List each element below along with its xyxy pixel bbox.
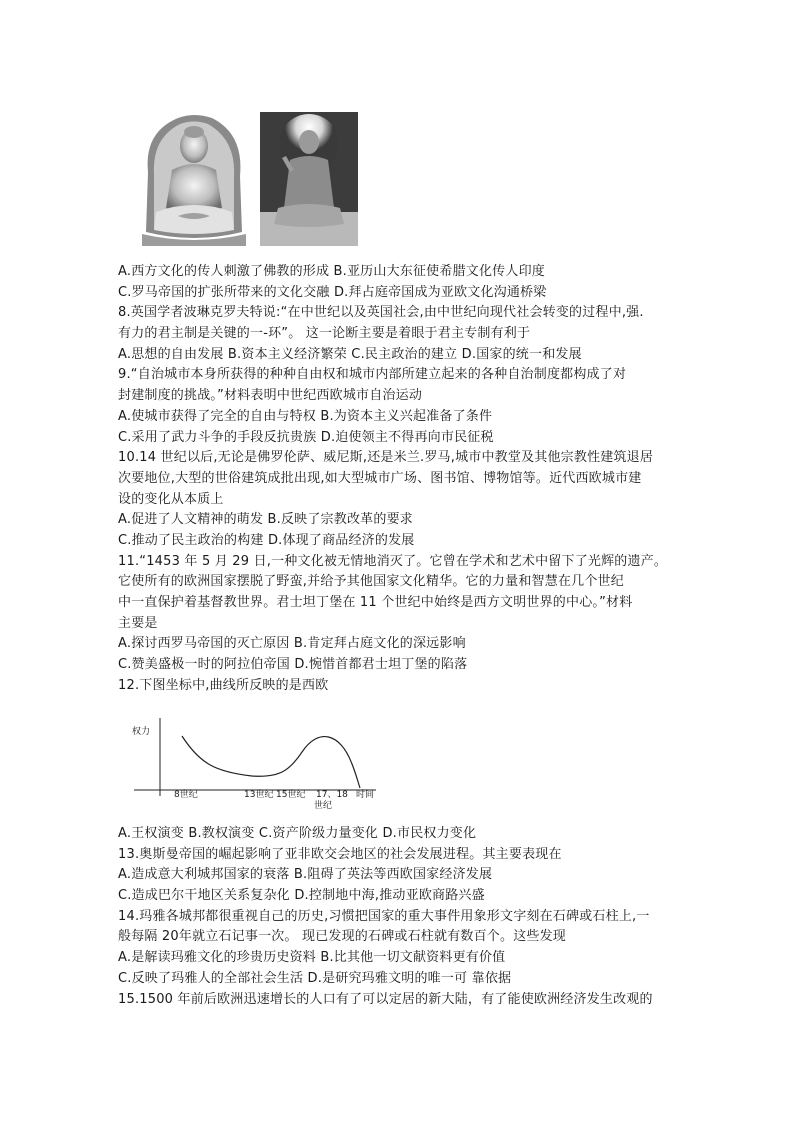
question-13-options: A.造成意大利城邦国家的衰落 B.阻碍了英法等西欧国家经济发展 [118, 867, 493, 883]
y-axis-label: 权力 [132, 727, 151, 737]
tick-8th-century: 8世纪 [174, 790, 198, 800]
question-13-options: C.造成巴尔干地区关系复杂化 D.控制地中海,推动亚欧商路兴盛 [118, 888, 485, 904]
option-line: A.西方文化的传人刺激了佛教的形成 B.亚历山大东征使希腊文化传人印度 [118, 264, 545, 279]
questions-block-lower [118, 824, 688, 1010]
question-8-stem: 有力的君主制是关键的一-环”。 这一论断主要是着眼于君主专制有利于 [118, 326, 531, 342]
question-14-options: A.是解读玛雅文化的珍贵历史资料 B.比其他一切文献资料更有价值 [118, 950, 506, 966]
seated-buddha-statue-image [138, 112, 250, 246]
power-curve [182, 736, 360, 788]
question-14-stem: 14.玛雅各城邦都很重视自己的历史,习惯把国家的重大事件用象形文字刻在石碑或石柱上,一 [118, 908, 650, 924]
question-14-stem: 般每隔 20年就立石记事一次。 现已发现的石碑或石柱就有数百个。这些发现 [118, 929, 567, 945]
question-11-stem: 主要是 [118, 615, 158, 631]
standing-buddha-statue-image [260, 112, 358, 246]
question-8-stem: 8.英国学者波琳克罗夫特说:“在中世纪以及英国社会,由中世纪向现代社会转变的过程中,强. [118, 305, 644, 321]
question-8-options: A.思想的自由发展 B.资本主义经济繁荣 C.民主政治的建立 D.国家的统一和发展 [118, 346, 582, 362]
tick-17-18: 17、18 [316, 790, 348, 800]
question-9-stem: 9.“自治城市本身所获得的种种自由权和城市内部所建立起来的各种自治制度都构成了对 [118, 367, 627, 383]
x-axis-label: 时间 [356, 790, 375, 800]
tick-century: 世纪 [314, 801, 333, 811]
question-13-stem: 13.奥斯曼帝国的崛起影响了亚非欧交会地区的社会发展进程。其主要表现在 [118, 846, 562, 862]
question-11-stem: 11.“1453 年 5 月 29 日,一种文化被无情地消灭了。它曾在学术和艺术中留下了光辉的遗产。 [118, 553, 668, 569]
question-14-options: C.反映了玛雅人的全部社会生活 D.是研究玛雅文明的唯一可 靠依据 [118, 970, 512, 986]
question-10-stem: 10.14 世纪以后,无论是佛罗伦萨、威尼斯,还是米兰.罗马,城市中教堂及其他宗教性建筑退居 [118, 450, 654, 466]
question-12-options: A.王权演变 B.教权演变 C.资产阶级力量变化 D.市民权力变化 [118, 826, 477, 841]
option-line: C.罗马帝国的扩张所带来的文化交融 D.拜占庭帝国成为亚欧文化沟通桥梁 [118, 284, 547, 300]
question-11-options: C.赞美盛极一时的阿拉伯帝国 D.惋惜首都君士坦丁堡的陷落 [118, 657, 468, 673]
question-10-options: A.促进了人文精神的萌发 B.反映了宗教改革的要求 [118, 512, 413, 528]
question-11-options: A.探讨西罗马帝国的灭亡原因 B.肯定拜占庭文化的深远影响 [118, 636, 466, 652]
question-11-stem: 中一直保护着基督教世界。君士坦丁堡在 11 个世纪中始终是西方文明世界的中心。”材料 [118, 595, 633, 610]
tick-15th-century: 15世纪 [276, 790, 306, 800]
questions-block-upper [118, 262, 688, 696]
question-15-stem: 15.1500 年前后欧洲迅速增长的人口有了可以定居的新大陆，有了能使欧洲经济发生改观的 [118, 991, 653, 1007]
question-9-stem: 封建制度的挑战。”材料表明中世纪西欧城市自治运动 [118, 388, 423, 404]
tick-13th-century: 13世纪 [244, 790, 274, 800]
question-10-stem: 设的变化从本质上 [118, 491, 224, 507]
question-9-options: A.使城市获得了完全的自由与特权 B.为资本主义兴起准备了条件 [118, 408, 493, 424]
question-10-stem: 次要地位,大型的世俗建筑成批出现,如大型城市广场、图书馆、博物馆等。近代西欧城市建 [118, 470, 642, 486]
question-11-stem: 它使所有的欧洲国家摆脱了野蛮,并给予其他国家文化精华。它的力量和智慧在几个世纪 [118, 574, 624, 590]
question-12-stem: 12.下图坐标中,曲线所反映的是西欧 [118, 677, 329, 693]
power-curve-graph [130, 712, 380, 818]
question-10-options: C.推动了民主政治的构建 D.体现了商品经济的发展 [118, 532, 415, 548]
buddha-images [138, 112, 368, 252]
question-9-options: C.采用了武力斗争的手段反抗贵族 D.迫使领主不得再向市民征税 [118, 429, 494, 445]
